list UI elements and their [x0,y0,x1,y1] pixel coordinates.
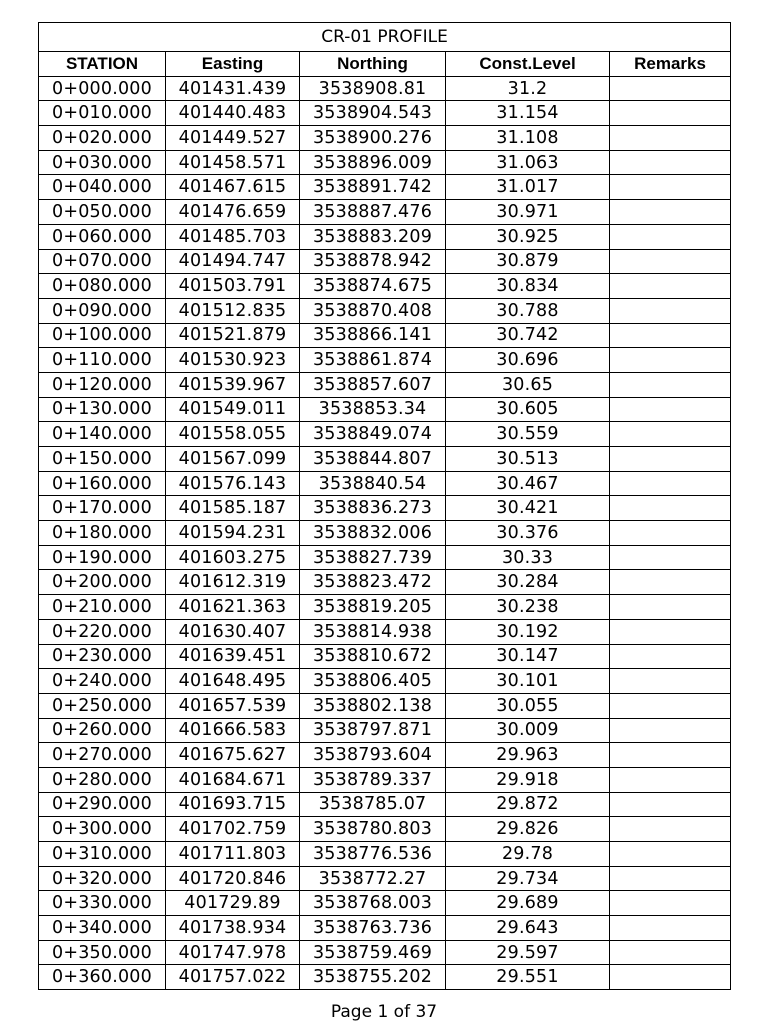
table-row [39,274,731,299]
remarks-cell [610,693,731,718]
station-cell: 0+260.000 [39,718,166,743]
remarks-cell [610,743,731,768]
station-cell: 0+350.000 [39,940,166,965]
remarks-cell [610,940,731,965]
easting-cell: 401621.363 [166,595,300,620]
const-level-cell: 29.551 [446,965,610,990]
remarks-cell [610,175,731,200]
station-cell: 0+040.000 [39,175,166,200]
table-row [39,693,731,718]
const-level-cell: 29.643 [446,916,610,941]
table-row [39,718,731,743]
northing-cell: 3538849.074 [300,422,446,447]
const-level-cell: 30.147 [446,644,610,669]
northing-cell: 3538823.472 [300,570,446,595]
remarks-cell [610,842,731,867]
remarks-cell [610,126,731,151]
easting-cell: 401558.055 [166,422,300,447]
northing-cell: 3538861.874 [300,348,446,373]
easting-cell: 401476.659 [166,200,300,225]
remarks-cell [610,471,731,496]
remarks-cell [610,397,731,422]
easting-cell: 401431.439 [166,76,300,101]
remarks-cell [610,76,731,101]
const-level-cell: 30.192 [446,619,610,644]
table-row [39,570,731,595]
station-cell: 0+090.000 [39,298,166,323]
easting-cell: 401657.539 [166,693,300,718]
const-level-cell: 30.834 [446,274,610,299]
table-row [39,619,731,644]
table-row [39,249,731,274]
const-level-cell: 31.063 [446,150,610,175]
station-cell: 0+230.000 [39,644,166,669]
table-row [39,842,731,867]
header-remarks: Remarks [610,52,731,77]
easting-cell: 401648.495 [166,669,300,694]
table-row [39,916,731,941]
header-row [39,52,731,77]
easting-cell: 401729.89 [166,891,300,916]
easting-cell: 401675.627 [166,743,300,768]
easting-cell: 401567.099 [166,447,300,472]
northing-cell: 3538793.604 [300,743,446,768]
station-cell: 0+130.000 [39,397,166,422]
const-level-cell: 31.154 [446,101,610,126]
easting-cell: 401485.703 [166,224,300,249]
remarks-cell [610,866,731,891]
northing-cell: 3538896.009 [300,150,446,175]
easting-cell: 401512.835 [166,298,300,323]
const-level-cell: 30.101 [446,669,610,694]
station-cell: 0+070.000 [39,249,166,274]
const-level-cell: 31.017 [446,175,610,200]
const-level-cell: 30.65 [446,372,610,397]
table-row [39,817,731,842]
northing-cell: 3538759.469 [300,940,446,965]
const-level-cell: 30.284 [446,570,610,595]
station-cell: 0+030.000 [39,150,166,175]
const-level-cell: 29.78 [446,842,610,867]
remarks-cell [610,249,731,274]
remarks-cell [610,274,731,299]
easting-cell: 401440.483 [166,101,300,126]
remarks-cell [610,792,731,817]
station-cell: 0+050.000 [39,200,166,225]
remarks-cell [610,323,731,348]
remarks-cell [610,767,731,792]
northing-cell: 3538836.273 [300,496,446,521]
const-level-cell: 30.421 [446,496,610,521]
remarks-cell [610,817,731,842]
const-level-cell: 29.872 [446,792,610,817]
table-row [39,298,731,323]
table-row [39,767,731,792]
easting-cell: 401630.407 [166,619,300,644]
easting-cell: 401521.879 [166,323,300,348]
remarks-cell [610,348,731,373]
station-cell: 0+300.000 [39,817,166,842]
easting-cell: 401449.527 [166,126,300,151]
table-row [39,545,731,570]
station-cell: 0+020.000 [39,126,166,151]
northing-cell: 3538768.003 [300,891,446,916]
table-row [39,891,731,916]
remarks-cell [610,644,731,669]
northing-cell: 3538776.536 [300,842,446,867]
table-row [39,372,731,397]
easting-cell: 401639.451 [166,644,300,669]
const-level-cell: 30.009 [446,718,610,743]
station-cell: 0+290.000 [39,792,166,817]
remarks-cell [610,521,731,546]
remarks-cell [610,101,731,126]
table-body [39,76,731,989]
const-level-cell: 30.971 [446,200,610,225]
easting-cell: 401458.571 [166,150,300,175]
const-level-cell: 30.788 [446,298,610,323]
northing-cell: 3538814.938 [300,619,446,644]
remarks-cell [610,298,731,323]
easting-cell: 401738.934 [166,916,300,941]
remarks-cell [610,570,731,595]
northing-cell: 3538891.742 [300,175,446,200]
const-level-cell: 29.689 [446,891,610,916]
station-cell: 0+080.000 [39,274,166,299]
remarks-cell [610,224,731,249]
remarks-cell [610,718,731,743]
remarks-cell [610,150,731,175]
northing-cell: 3538908.81 [300,76,446,101]
easting-cell: 401494.747 [166,249,300,274]
northing-cell: 3538797.871 [300,718,446,743]
table-row [39,743,731,768]
table-row [39,126,731,151]
northing-cell: 3538785.07 [300,792,446,817]
table-row [39,76,731,101]
northing-cell: 3538810.672 [300,644,446,669]
header-northing: Northing [300,52,446,77]
station-cell: 0+060.000 [39,224,166,249]
table-row [39,496,731,521]
station-cell: 0+280.000 [39,767,166,792]
const-level-cell: 29.826 [446,817,610,842]
northing-cell: 3538755.202 [300,965,446,990]
table-row [39,866,731,891]
northing-cell: 3538840.54 [300,471,446,496]
const-level-cell: 30.055 [446,693,610,718]
easting-cell: 401576.143 [166,471,300,496]
const-level-cell: 30.742 [446,323,610,348]
station-cell: 0+110.000 [39,348,166,373]
table-row [39,150,731,175]
remarks-cell [610,545,731,570]
easting-cell: 401539.967 [166,372,300,397]
easting-cell: 401530.923 [166,348,300,373]
remarks-cell [610,595,731,620]
station-cell: 0+000.000 [39,76,166,101]
const-level-cell: 30.925 [446,224,610,249]
station-cell: 0+310.000 [39,842,166,867]
station-cell: 0+140.000 [39,422,166,447]
profile-table [38,22,731,990]
easting-cell: 401702.759 [166,817,300,842]
table-row [39,422,731,447]
station-cell: 0+010.000 [39,101,166,126]
remarks-cell [610,496,731,521]
northing-cell: 3538806.405 [300,669,446,694]
table-row [39,595,731,620]
northing-cell: 3538780.803 [300,817,446,842]
station-cell: 0+210.000 [39,595,166,620]
station-cell: 0+360.000 [39,965,166,990]
easting-cell: 401684.671 [166,767,300,792]
station-cell: 0+120.000 [39,372,166,397]
table-row [39,200,731,225]
const-level-cell: 30.33 [446,545,610,570]
station-cell: 0+320.000 [39,866,166,891]
remarks-cell [610,669,731,694]
station-cell: 0+170.000 [39,496,166,521]
easting-cell: 401666.583 [166,718,300,743]
easting-cell: 401693.715 [166,792,300,817]
page-number: Page 1 of 37 [330,1002,438,1022]
northing-cell: 3538870.408 [300,298,446,323]
northing-cell: 3538904.543 [300,101,446,126]
remarks-cell [610,372,731,397]
table-row [39,471,731,496]
table-row [39,397,731,422]
northing-cell: 3538832.006 [300,521,446,546]
northing-cell: 3538900.276 [300,126,446,151]
station-cell: 0+100.000 [39,323,166,348]
easting-cell: 401549.011 [166,397,300,422]
const-level-cell: 29.963 [446,743,610,768]
table-row [39,940,731,965]
remarks-cell [610,447,731,472]
northing-cell: 3538802.138 [300,693,446,718]
easting-cell: 401603.275 [166,545,300,570]
const-level-cell: 29.918 [446,767,610,792]
table-row [39,644,731,669]
northing-cell: 3538844.807 [300,447,446,472]
station-cell: 0+150.000 [39,447,166,472]
table-row [39,224,731,249]
const-level-cell: 30.879 [446,249,610,274]
easting-cell: 401585.187 [166,496,300,521]
northing-cell: 3538887.476 [300,200,446,225]
header-station: STATION [39,52,166,77]
station-cell: 0+250.000 [39,693,166,718]
table-row [39,447,731,472]
easting-cell: 401757.022 [166,965,300,990]
easting-cell: 401467.615 [166,175,300,200]
easting-cell: 401612.319 [166,570,300,595]
northing-cell: 3538883.209 [300,224,446,249]
northing-cell: 3538772.27 [300,866,446,891]
table-row [39,965,731,990]
const-level-cell: 30.467 [446,471,610,496]
northing-cell: 3538853.34 [300,397,446,422]
easting-cell: 401594.231 [166,521,300,546]
const-level-cell: 30.513 [446,447,610,472]
const-level-cell: 30.696 [446,348,610,373]
table-title: CR-01 PROFILE [39,23,731,52]
const-level-cell: 29.734 [446,866,610,891]
easting-cell: 401747.978 [166,940,300,965]
northing-cell: 3538857.607 [300,372,446,397]
station-cell: 0+330.000 [39,891,166,916]
const-level-cell: 29.597 [446,940,610,965]
title-row [39,23,731,52]
northing-cell: 3538874.675 [300,274,446,299]
easting-cell: 401720.846 [166,866,300,891]
const-level-cell: 31.108 [446,126,610,151]
station-cell: 0+160.000 [39,471,166,496]
const-level-cell: 30.559 [446,422,610,447]
easting-cell: 401503.791 [166,274,300,299]
table-row [39,101,731,126]
northing-cell: 3538866.141 [300,323,446,348]
northing-cell: 3538789.337 [300,767,446,792]
remarks-cell [610,891,731,916]
remarks-cell [610,422,731,447]
northing-cell: 3538878.942 [300,249,446,274]
const-level-cell: 31.2 [446,76,610,101]
table-row [39,175,731,200]
table-row [39,323,731,348]
northing-cell: 3538827.739 [300,545,446,570]
table-row [39,348,731,373]
station-cell: 0+220.000 [39,619,166,644]
const-level-cell: 30.605 [446,397,610,422]
table-row [39,521,731,546]
table-row [39,669,731,694]
remarks-cell [610,619,731,644]
header-easting: Easting [166,52,300,77]
header-const-level: Const.Level [446,52,610,77]
remarks-cell [610,916,731,941]
northing-cell: 3538819.205 [300,595,446,620]
station-cell: 0+270.000 [39,743,166,768]
remarks-cell [610,965,731,990]
remarks-cell [610,200,731,225]
table-row [39,792,731,817]
station-cell: 0+340.000 [39,916,166,941]
northing-cell: 3538763.736 [300,916,446,941]
const-level-cell: 30.238 [446,595,610,620]
station-cell: 0+240.000 [39,669,166,694]
easting-cell: 401711.803 [166,842,300,867]
station-cell: 0+200.000 [39,570,166,595]
const-level-cell: 30.376 [446,521,610,546]
station-cell: 0+190.000 [39,545,166,570]
station-cell: 0+180.000 [39,521,166,546]
